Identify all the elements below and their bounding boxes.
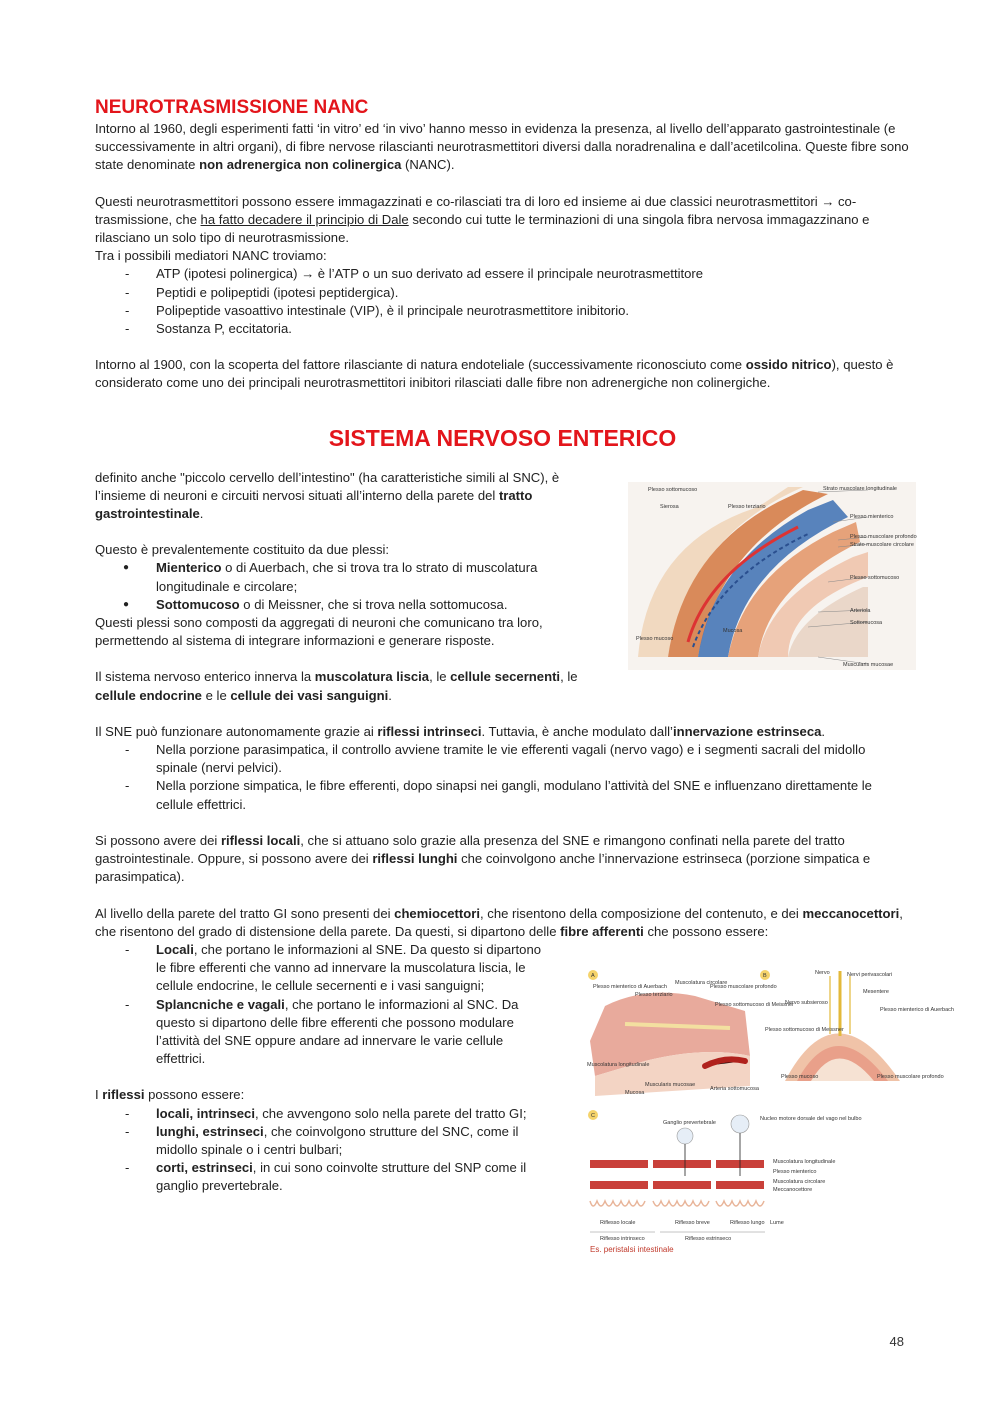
svg-text:Plesso muscolare profondo: Plesso muscolare profondo: [710, 984, 777, 990]
svg-text:A: A: [591, 973, 595, 979]
underlined-text: ha fatto decadere il principio di Dale: [200, 211, 409, 227]
svg-text:Plesso sottomucoso di Meissner: Plesso sottomucoso di Meissner: [765, 1027, 844, 1033]
label-plesso-mienterico: Plesso mienterico: [850, 514, 894, 520]
svg-text:Muscolatura circolare: Muscolatura circolare: [773, 1179, 826, 1185]
svg-text:Riflesso breve: Riflesso breve: [675, 1220, 710, 1226]
page-number: 48: [889, 1334, 904, 1349]
section-title-sne: SISTEMA NERVOSO ENTERICO: [328, 424, 677, 451]
svg-text:Lume: Lume: [770, 1220, 784, 1226]
svg-text:Riflesso intrinseco: Riflesso intrinseco: [600, 1236, 645, 1242]
list-item: ● Mienterico o di Auerbach, che si trova tra lo strato di muscolatura longitudinale e circolare;: [95, 559, 605, 595]
figure-caption: Es. peristalsi intestinale: [590, 1245, 674, 1254]
list-item: - corti, estrinseci, in cui sono coinvolte strutture del SNP come il ganglio prevertebrale.: [95, 1159, 550, 1195]
svg-text:Plesso mucoso: Plesso mucoso: [781, 1074, 819, 1080]
label-plesso-muscolare-profondo: Plesso muscolare profondo: [850, 534, 917, 540]
svg-text:Muscolatura circolare: Muscolatura circolare: [675, 980, 728, 986]
list-item: - Polipeptide vasoattivo intestinale (VIP), è il principale neurotrasmettitore inibitorio.: [95, 302, 910, 320]
paragraph: Tra i possibili mediatori NANC troviamo:: [95, 248, 327, 264]
list-item: - ATP (ipotesi polinergica) → è l’ATP o un suo derivato ad essere il principale neurotrasmettitore: [95, 265, 910, 283]
paragraph: definito anche "piccolo cervello dell’intestino" (ha caratteristiche simili al SNC), è l’insieme di neuroni e circuiti nervosi situati all’interno della parete del tratto gastrointestinale.: [95, 469, 560, 522]
list-item: - Nella porzione parasimpatica, il controllo avviene tramite le vie efferenti vagali (nervo vago) e i segmenti sacrali del midollo spinale (nervi pelvici).: [95, 741, 910, 777]
svg-text:Riflesso lungo: Riflesso lungo: [730, 1220, 765, 1226]
svg-text:Plesso mienterico di Auerbach: Plesso mienterico di Auerbach: [880, 1007, 954, 1013]
list-item: - Peptidi e polipeptidi (ipotesi peptidergica).: [95, 284, 910, 302]
paragraph: Si possono avere dei riflessi locali, che si attuano solo grazie alla presenza del SNE e rimangono confinati nella parete del tratto gastrointestinale. Oppure, si possono avere dei riflessi lunghi che coinvolgono anche l’innervazione estrinseca (porzione simpatica e parasimpatica).: [95, 832, 871, 885]
paragraph: Questi neurotrasmettitori possono essere immagazzinati e co-rilasciati tra di loro ed insieme ai due classici neurotrasmettitori → co-trasmissione, che ha fatto decadere il principio di Dale secondo cui tutte le terminazioni di una singola fibra nervosa immagazzinano e rilasciano un solo tipo di neurotrasmissione.: [95, 193, 870, 246]
svg-text:Nervo subsieroso: Nervo subsieroso: [785, 1000, 828, 1006]
section-title-nanc: NEUROTRASMISSIONE NANC: [95, 97, 369, 118]
label-strato-longitudinale: Strato muscolare longitudinale: [823, 486, 897, 492]
svg-text:Nervi perivascolari: Nervi perivascolari: [847, 972, 893, 978]
svg-text:Muscolatura longitudinale: Muscolatura longitudinale: [773, 1159, 836, 1165]
paragraph: Questo è prevalentemente costituito da due plessi:: [95, 542, 390, 558]
list-item: - locali, intrinseci, che avvengono solo nella parete del tratto GI;: [95, 1105, 550, 1123]
riflessi-list: [95, 1105, 550, 1196]
svg-text:Nucleo motore dorsale del vago: Nucleo motore dorsale del vago nel bulbo: [760, 1116, 862, 1122]
svg-text:Plesso mienterico di Auerbach: Plesso mienterico di Auerbach: [593, 984, 667, 990]
svg-text:Meccanocettore: Meccanocettore: [773, 1187, 813, 1193]
label-arteriola: Arteriola: [850, 608, 871, 614]
paragraph: Il sistema nervoso enterico innerva la muscolatura liscia, le cellule secernenti, le cellule endocrine e le cellule dei vasi sanguigni.: [95, 669, 578, 703]
intestinal-wall-illustration: [628, 482, 916, 670]
text-column: [95, 941, 550, 1196]
label-sottomucosa: Sottomucosa: [850, 620, 883, 626]
paragraph: Intorno al 1960, degli esperimenti fatti ‘in vitro’ ed ‘in vivo’ hanno messo in evidenza la presenza, al livello dell’apparato gastrointestinale (e successivamente in altri organi), di fibre nervose rilascianti neurotrasmettitori diversi dalla noradrenalina e dall’acetilcolina. Queste fibre sono state denominate non adrenergica non colinergica (NANC).: [95, 121, 909, 173]
svg-text:Ganglio prevertebrale: Ganglio prevertebrale: [663, 1120, 716, 1126]
svg-text:Muscolatura longitudinale: Muscolatura longitudinale: [587, 1062, 650, 1068]
label-plesso-sottomucoso: Plesso sottomucoso: [850, 575, 900, 581]
intestinal-wall-figure: [628, 482, 916, 670]
list-item: - Sostanza P, eccitatoria.: [95, 320, 910, 338]
label-muscularis-mucosae: Muscularis mucosae: [843, 662, 894, 668]
label-sierosa: Sierosa: [660, 504, 679, 510]
list-item: - lunghi, estrinseci, che coinvolgono strutture del SNC, come il midollo spinale o i centri bulbari;: [95, 1123, 550, 1159]
svg-text:Mesentere: Mesentere: [863, 989, 889, 995]
list-item: - Splancniche e vagali, che portano le informazioni al SNC. Da questo si dipartono delle fibre efferenti che possono modulare l’attività del SNE oppure andare ad innervare le varie cellule effettrici.: [95, 996, 550, 1069]
enteric-reflex-figure: [585, 966, 954, 1256]
svg-text:Mucosa: Mucosa: [625, 1090, 645, 1096]
plessi-list: [95, 559, 605, 614]
label-strato-circolare: Strato muscolare circolare: [850, 542, 914, 548]
label-plesso-terziario: Plesso terziario: [728, 504, 766, 510]
porzioni-list: [95, 741, 910, 814]
enteric-reflex-illustration: [585, 966, 954, 1256]
svg-text:Riflesso estrinseco: Riflesso estrinseco: [685, 1236, 732, 1242]
afferenti-list: [95, 941, 550, 1068]
svg-text:Plesso muscolare profondo: Plesso muscolare profondo: [877, 1074, 944, 1080]
nanc-mediators-list: [95, 265, 910, 338]
paragraph: I riflessi possono essere:: [95, 1087, 245, 1103]
text-column: [95, 469, 605, 705]
svg-text:B: B: [763, 973, 767, 979]
label-mucosa: Mucosa: [723, 628, 743, 634]
svg-text:Plesso sottomucoso di Meissner: Plesso sottomucoso di Meissner: [715, 1002, 794, 1008]
paragraph: Al livello della parete del tratto GI sono presenti dei chemiocettori, che risentono della composizione del contenuto, e dei meccanocettori, che risentono del grado di distensione della parete. Da questi, si dipartono delle fibre afferenti che possono essere:: [95, 905, 903, 939]
svg-text:Arteria sottomucosa: Arteria sottomucosa: [710, 1086, 759, 1092]
label-plesso-sottosieroso: Plesso sottomucoso: [648, 487, 698, 493]
paragraph: Il SNE può funzionare autonomamente grazie ai riflessi intrinseci. Tuttavia, è anche modulato dall’innervazione estrinseca.: [95, 723, 826, 739]
list-item: ● Sottomucoso o di Meissner, che si trova nella sottomucosa.: [95, 596, 605, 614]
svg-text:C: C: [591, 1113, 595, 1119]
svg-text:Plesso terziario: Plesso terziario: [635, 992, 673, 998]
list-item: - Locali, che portano le informazioni al SNE. Da questo si dipartono le fibre efferenti che vanno ad innervare la muscolatura liscia, le cellule endocrine, le cellule secernenti e i vasi sanguigni;: [95, 941, 550, 996]
svg-text:Nervo: Nervo: [815, 970, 830, 976]
label-plesso-mucoso: Plesso mucoso: [636, 636, 674, 642]
svg-text:Plesso mienterico: Plesso mienterico: [773, 1169, 817, 1175]
svg-text:Muscularis mucosae: Muscularis mucosae: [645, 1082, 696, 1088]
list-item: - Nella porzione simpatica, le fibre efferenti, dopo sinapsi nei gangli, modulano l’attività del SNE e influenzano direttamente le cellule effettrici.: [95, 777, 910, 813]
paragraph: Questi plessi sono composti da aggregati di neuroni che comunicano tra loro, permettendo al sistema di integrare informazioni e generare risposte.: [95, 615, 543, 649]
svg-text:Riflesso locale: Riflesso locale: [600, 1220, 636, 1226]
paragraph: Intorno al 1900, con la scoperta del fattore rilasciante di natura endoteliale (successivamente riconosciuto come ossido nitrico), questo è considerato come uno dei principali neurotrasmettitori inibitori rilasciati dalle fibre non adrenergiche non colinergiche.: [95, 357, 894, 391]
